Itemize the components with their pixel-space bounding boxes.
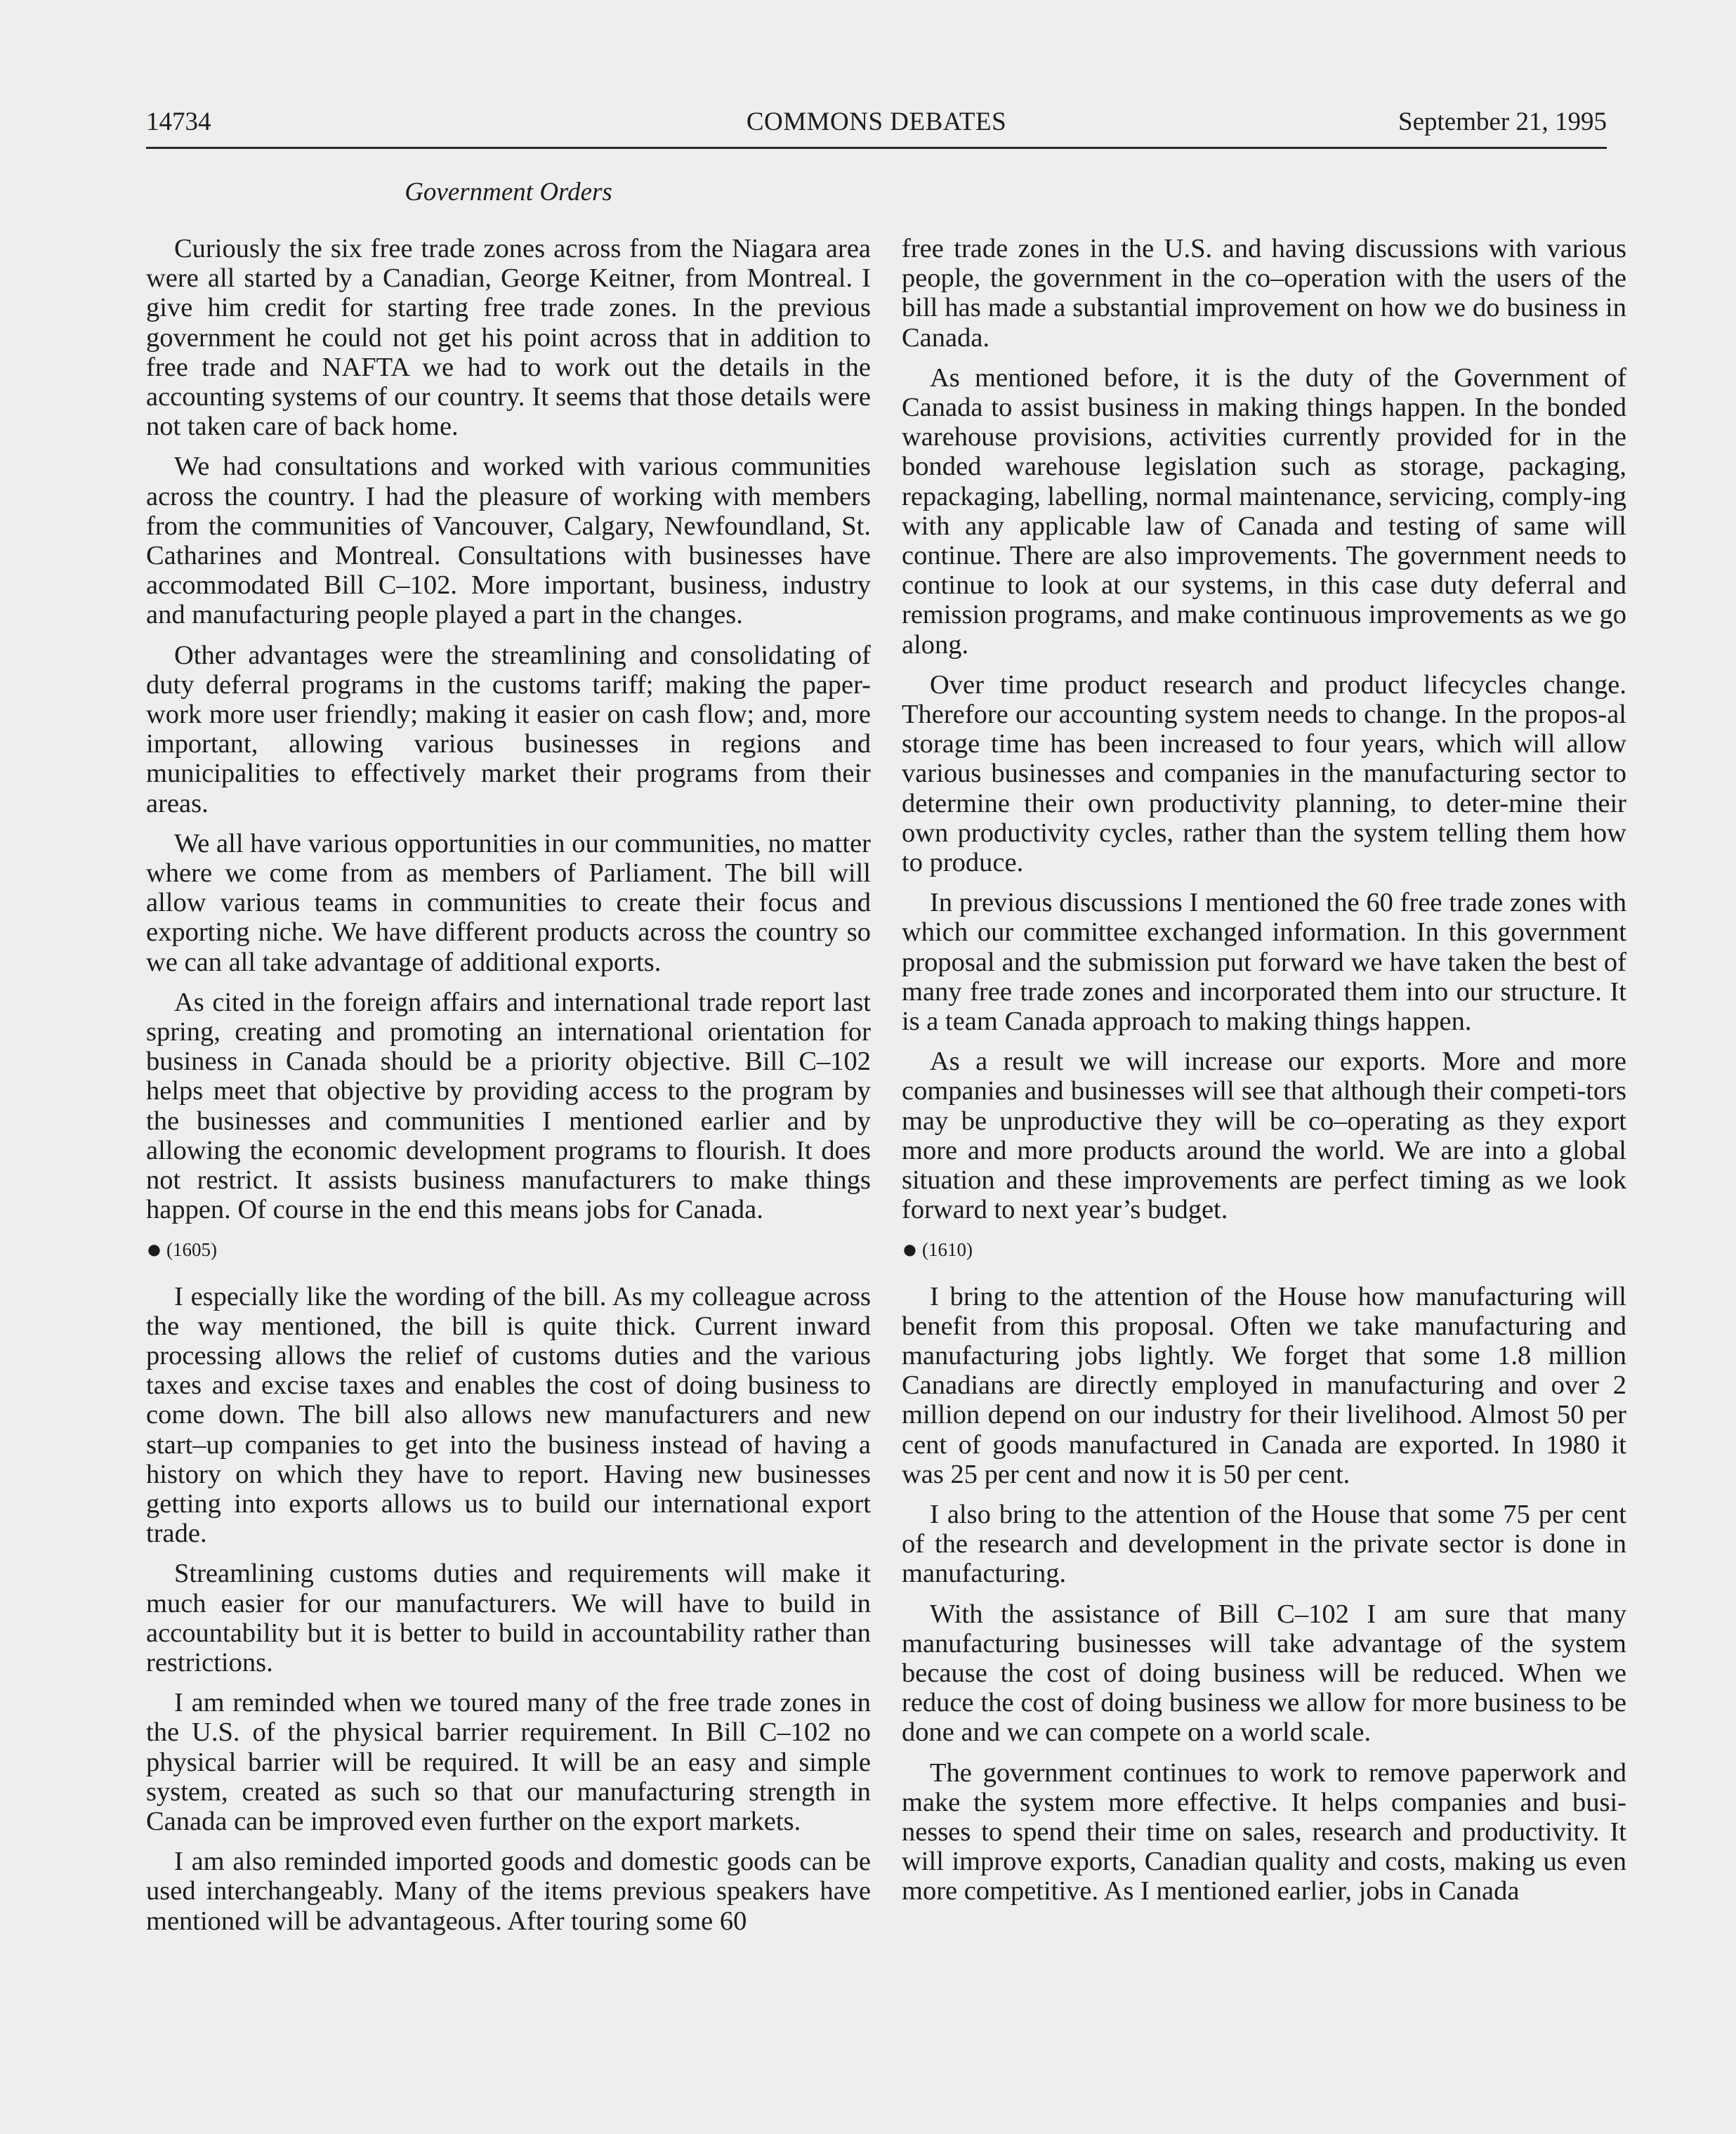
bullet-icon: ● <box>902 1234 918 1264</box>
page-number: 14734 <box>146 107 211 136</box>
paragraph: Streamlining customs duties and requirements will make it much easier for our manufacturers. We will have to build in accountability but it is better to build in accountability rather than restrictions. <box>146 1559 871 1677</box>
paragraph: Other advantages were the streamlining and consolidating of duty deferral programs in the customs tariff; making the paper-work more user friendly; making it easier on cash flow; and, more important, allowing various businesses in regions and municipalities to effectively market their programs from their areas. <box>146 640 871 818</box>
paragraph: Over time product research and product lifecycles change. Therefore our accounting system needs to change. In the propos-al storage time has been increased to four years, which will allow various businesses and companies in the manufacturing sector to determine their own productivity planning, to deter-mine their own productivity cycles, rather than the system telling them how to produce. <box>902 669 1626 878</box>
paragraph: As cited in the foreign affairs and international trade report last spring, creating and promoting an international orientation for business in Canada should be a priority objective. Bill C–102 helps meet that objective by providing access to the program by the businesses and communities I mentioned earlier and by allowing the economic development programs to flourish. It does not restrict. It assists business manufacturers to make things happen. Of course in the end this means jobs for Canada. <box>146 987 871 1225</box>
paragraph: I am reminded when we toured many of the free trade zones in the U.S. of the physical barrier requirement. In Bill C–102 no physical barrier will be required. It will be an easy and simple system, created as such so that our manufacturing strength in Canada can be improved even further on the export markets. <box>146 1688 871 1836</box>
paragraph: As mentioned before, it is the duty of the Government of Canada to assist business in making things happen. In the bonded warehouse provisions, activities currently provided for in the bonded warehouse legislation such as storage, packaging, repackaging, labelling, normal maintenance, servicing, comply-ing with any applicable law of Canada and testing of same will continue. There are also improvements. The government needs to continue to look at our systems, in this case duty deferral and remission programs, and make continuous improvements as we go along. <box>902 362 1626 660</box>
paragraph: Curiously the six free trade zones across from the Niagara area were all started by a Canadian, George Keitner, from Montreal. I give him credit for starting free trade zones. In the previous government he could not get his point across that in addition to free trade and NAFTA we had to work out the details in the accounting systems of our country. It seems that those details were not taken care of back home. <box>146 234 871 442</box>
paragraph: As a result we will increase our exports. More and more companies and businesses will see that although their competi-tors may be unproductive they will be co–operating as they export more and more products around the world. We are into a global situation and these improvements are perfect timing as we look forward to next year’s budget. <box>902 1047 1626 1225</box>
publication-title: COMMONS DEBATES <box>746 107 1007 136</box>
time-marker <box>146 1236 871 1264</box>
paragraph: The government continues to work to remove paperwork and make the system more effective. It helps companies and busi-nesses to spend their time on sales, research and productivity. It will improve exports, Canadian quality and costs, making us even more competitive. As I mentioned earlier, jobs in Canada <box>902 1757 1626 1906</box>
paragraph: In previous discussions I mentioned the 60 free trade zones with which our committee exchanged information. In this government proposal and the submission put forward we have taken the best of many free trade zones and incorporated them into our structure. It is a team Canada approach to making things happen. <box>902 888 1626 1037</box>
paragraph: We had consultations and worked with various communities across the country. I had the pleasure of working with members from the communities of Vancouver, Calgary, Newfoundland, St. Catharines and Montreal. Consultations with businesses have accommodated Bill C–102. More important, business, industry and manufacturing people played a part in the changes. <box>146 452 871 630</box>
paragraph: With the assistance of Bill C–102 I am sure that many manufacturing businesses will take advantage of the system because the cost of doing business will be reduced. When we reduce the cost of doing business we allow for more business to be done and we can compete on a world scale. <box>902 1599 1626 1748</box>
time-marker <box>902 1236 1626 1264</box>
running-header <box>146 107 1607 149</box>
paragraph: We all have various opportunities in our communities, no matter where we come from as members of Parliament. The bill will allow various teams in communities to create their focus and exporting niche. We have different products across the country so we can all take advantage of additional exports. <box>146 828 871 977</box>
paragraph: I also bring to the attention of the House that some 75 per cent of the research and development in the private sector is done in manufacturing. <box>902 1499 1626 1589</box>
paragraph: I especially like the wording of the bill. As my colleague across the way mentioned, the bill is quite thick. Current inward processing allows the relief of customs duties and the various taxes and excise taxes and enables the cost of doing business to come down. The bill also allows new manufacturers and new start–up companies to get into the business instead of having a history on which they have to report. Having new businesses getting into exports allows us to build our international export trade. <box>146 1281 871 1549</box>
paragraph: I am also reminded imported goods and domestic goods can be used interchangeably. Many of the items previous speakers have mentioned will be advantageous. After touring some 60 <box>146 1847 871 1936</box>
left-column <box>146 234 871 1946</box>
header-date: September 21, 1995 <box>1398 107 1607 136</box>
paragraph-continued: free trade zones in the U.S. and having discussions with various people, the government in the co–operation with the users of the bill has made a substantial improvement on how we do business in Canada. <box>902 234 1626 353</box>
time-marker-label: (1610) <box>921 1238 973 1260</box>
paragraph: I bring to the attention of the House how manufacturing will benefit from this proposal. Often we take manufacturing and manufacturing jobs lightly. We forget that some 1.8 million Canadians are directly employed in manufacturing and over 2 million depend on our industry for their livelihood. Almost 50 per cent of goods manufactured in Canada are exported. In 1980 it was 25 per cent and now it is 50 per cent. <box>902 1281 1626 1489</box>
header-rule <box>146 147 1607 149</box>
bullet-icon: ● <box>146 1234 162 1264</box>
right-column <box>902 234 1626 1917</box>
section-heading: Government Orders <box>405 178 612 207</box>
time-marker-label: (1605) <box>166 1238 217 1260</box>
